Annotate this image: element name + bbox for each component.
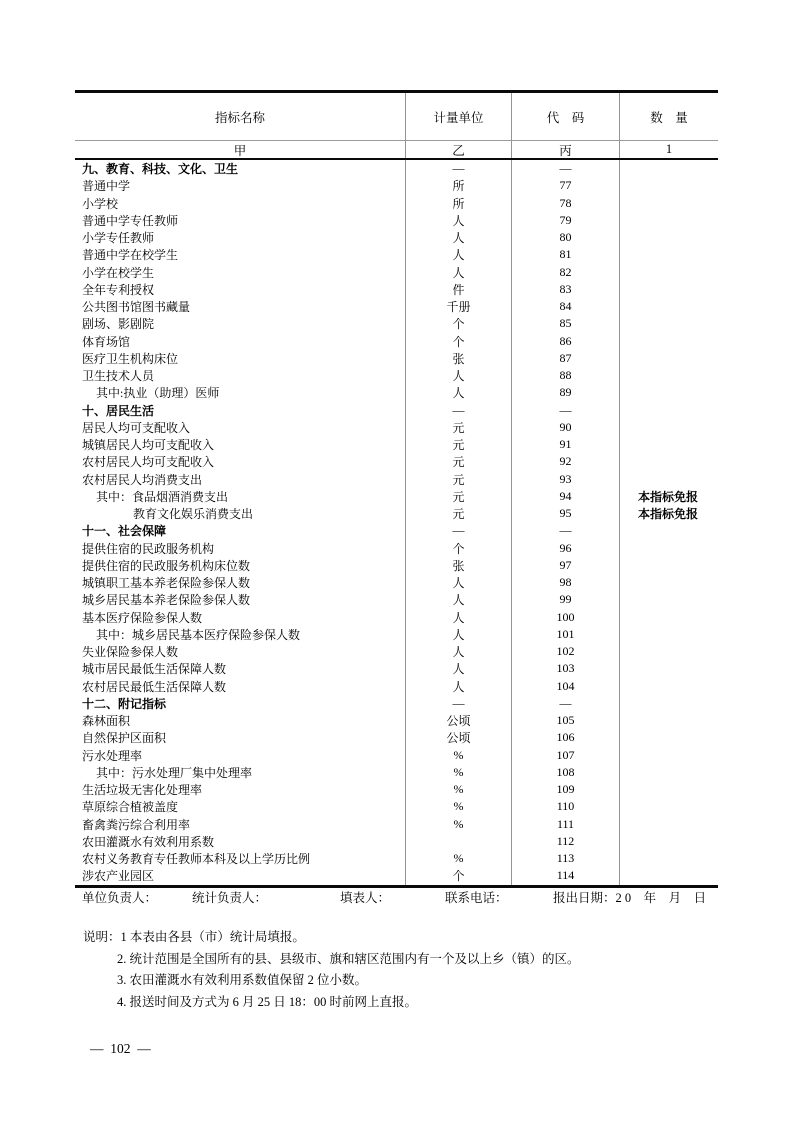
cell-qty [620,246,718,263]
phone-label: 联系电话： [445,891,508,905]
cell-code: 85 [512,315,620,332]
table-row [75,212,718,229]
cell-code: — [512,160,620,177]
cell-qty [620,367,718,384]
cell-code: 105 [512,712,620,729]
cell-qty [620,867,718,884]
cell-qty [620,402,718,419]
cell-name: 普通中学在校学生 [75,246,406,263]
table-body [75,160,718,885]
table-row [75,712,718,729]
header-code: 代 码 [512,93,620,140]
cell-name: 小学在校学生 [75,264,406,281]
table-row [75,350,718,367]
cell-unit [406,833,512,850]
cell-qty [620,850,718,867]
cell-qty [620,609,718,626]
cell-unit: % [406,798,512,815]
cell-unit: 人 [406,626,512,643]
cell-name: 失业保险参保人数 [75,643,406,660]
cell-unit: — [406,160,512,177]
table-row [75,488,718,505]
cell-qty [620,591,718,608]
cell-unit: 件 [406,281,512,298]
cell-name: 其中：城乡居民基本医疗保险参保人数 [75,626,406,643]
cell-name: 公共图书馆图书藏量 [75,298,406,315]
cell-name: 自然保护区面积 [75,729,406,746]
cell-code: 90 [512,419,620,436]
cell-qty: 本指标免报 [638,489,699,504]
table-row [75,384,718,401]
cell-qty [620,177,718,194]
cell-name: 提供住宿的民政服务机构 [75,540,406,557]
cell-name: 草原综合植被盖度 [75,798,406,815]
cell-code: 92 [512,453,620,470]
table-row [75,436,718,453]
table-row [75,867,718,884]
table-row [75,729,718,746]
cell-code: 97 [512,557,620,574]
cell-code: 78 [512,195,620,212]
cell-unit: 元 [406,471,512,488]
cell-name: 小学校 [75,195,406,212]
cell-code: 104 [512,678,620,695]
signature-line [75,888,793,906]
statistics-table [75,90,718,888]
cell-name: 提供住宿的民政服务机构床位数 [75,557,406,574]
cell-name: 居民人均可支配收入 [75,419,406,436]
cell-name: 污水处理率 [75,747,406,764]
cell-unit: — [406,695,512,712]
cell-qty [620,522,718,539]
cell-name: 城乡居民基本养老保险参保人数 [75,591,406,608]
cell-name: 十一、社会保障 [75,522,406,539]
cell-name: 城市居民最低生活保障人数 [75,660,406,677]
cell-unit: 人 [406,643,512,660]
cell-code: 80 [512,229,620,246]
table-row [75,453,718,470]
table-row [75,177,718,194]
cell-unit: 人 [406,678,512,695]
cell-name: 城镇居民人均可支配收入 [75,436,406,453]
cell-code: 87 [512,350,620,367]
cell-qty [620,798,718,815]
cell-code: 112 [512,833,620,850]
cell-code: 79 [512,212,620,229]
cell-name: 医疗卫生机构床位 [75,350,406,367]
cell-unit: 元 [406,453,512,470]
cell-unit: 元 [406,488,512,505]
cell-unit: 元 [406,505,512,522]
cell-qty [620,833,718,850]
cell-unit: 人 [406,367,512,384]
cell-unit: % [406,781,512,798]
cell-qty [620,229,718,246]
table-row [75,695,718,712]
cell-name: 基本医疗保险参保人数 [75,609,406,626]
subheader-yi: 乙 [406,141,512,158]
cell-qty [620,384,718,401]
subheader-bing: 丙 [512,141,620,158]
subheader-1: 1 [665,142,673,156]
cell-name: 生活垃圾无害化处理率 [75,781,406,798]
cell-code: 110 [512,798,620,815]
cell-qty [620,436,718,453]
cell-name: 全年专利授权 [75,281,406,298]
cell-unit: 个 [406,867,512,884]
table-row [75,557,718,574]
note-item-2: 2. 统计范围是全国所有的县、县级市、旗和辖区范围内有一个及以上乡（镇）的区。 [117,951,580,966]
cell-unit: 所 [406,177,512,194]
cell-unit: 个 [406,540,512,557]
table-row [75,540,718,557]
table-row [75,419,718,436]
cell-name: 其中：污水处理厂集中处理率 [75,764,406,781]
cell-unit: 公顷 [406,729,512,746]
cell-unit: 人 [406,246,512,263]
cell-qty [620,350,718,367]
table-row [75,764,718,781]
cell-qty [620,315,718,332]
note-item-3: 3. 农田灌溉水有效利用系数值保留 2 位小数。 [117,973,368,987]
preparer-label: 填表人： [340,891,391,905]
cell-name: 卫生技术人员 [75,367,406,384]
cell-name: 农村居民人均消费支出 [75,471,406,488]
cell-name: 城镇职工基本养老保险参保人数 [75,574,406,591]
cell-code: — [512,402,620,419]
cell-name: 普通中学专任教师 [75,212,406,229]
table-row [75,747,718,764]
table-row [75,643,718,660]
cell-code: 81 [512,246,620,263]
note-line-1 [83,927,580,949]
cell-qty [620,540,718,557]
header-unit: 计量单位 [406,93,512,140]
cell-qty [620,660,718,677]
cell-qty [620,212,718,229]
table-row [75,333,718,350]
cell-code: 94 [512,488,620,505]
subheader-jia: 甲 [75,141,406,158]
cell-code: 114 [512,867,620,884]
table-row [75,626,718,643]
cell-name: 农田灌溉水有效利用系数 [75,833,406,850]
table-row [75,798,718,815]
table-row [75,195,718,212]
table-row [75,402,718,419]
table-header-row [75,93,718,140]
notes-label: 说明： [83,930,121,944]
cell-qty [620,626,718,643]
cell-name: 其中:执业（助理）医师 [75,384,406,401]
page-number: — 102 — [90,1041,151,1056]
cell-name: 九、教育、科技、文化、卫生 [75,160,406,177]
cell-unit: 张 [406,350,512,367]
cell-code: 91 [512,436,620,453]
cell-qty [620,453,718,470]
table-row [75,660,718,677]
cell-name: 小学专任教师 [75,229,406,246]
notes-block [83,927,580,1013]
table-row [75,850,718,867]
cell-qty [620,643,718,660]
cell-unit: 张 [406,557,512,574]
cell-qty [620,160,718,177]
cell-name: 其中：食品烟酒消费支出 [75,488,406,505]
cell-code: 99 [512,591,620,608]
cell-name: 农村居民最低生活保障人数 [75,678,406,695]
cell-unit: 公顷 [406,712,512,729]
cell-name: 森林面积 [75,712,406,729]
table-row [75,367,718,384]
table-row [75,781,718,798]
table-row [75,281,718,298]
cell-unit: % [406,816,512,833]
table-row [75,160,718,177]
report-date-label: 报出日期：2 0 年 月 日 [553,891,707,905]
cell-unit: % [406,850,512,867]
cell-code: — [512,522,620,539]
cell-code: 107 [512,747,620,764]
cell-code: 88 [512,367,620,384]
cell-code: 109 [512,781,620,798]
cell-unit: 元 [406,419,512,436]
cell-code: 108 [512,764,620,781]
cell-code: 96 [512,540,620,557]
table-row [75,315,718,332]
cell-qty [620,298,718,315]
stats-head-label: 统计负责人： [192,891,268,905]
table-subheader-row [75,140,718,160]
cell-unit: 个 [406,315,512,332]
cell-unit: 人 [406,591,512,608]
header-indicator-name: 指标名称 [75,93,406,140]
cell-qty [620,264,718,281]
table-row [75,471,718,488]
table-row [75,816,718,833]
cell-unit: 人 [406,212,512,229]
table-row [75,505,718,522]
cell-unit: — [406,522,512,539]
cell-name: 十、居民生活 [75,402,406,419]
cell-unit: 千册 [406,298,512,315]
table-row [75,591,718,608]
cell-code: 89 [512,384,620,401]
table-row [75,522,718,539]
cell-name: 剧场、影剧院 [75,315,406,332]
cell-unit: 人 [406,264,512,281]
cell-unit: 元 [406,436,512,453]
cell-qty [620,471,718,488]
cell-code: 86 [512,333,620,350]
cell-unit: 个 [406,333,512,350]
table-row [75,833,718,850]
cell-name: 教育文化娱乐消费支出 [75,505,406,522]
cell-qty [620,333,718,350]
cell-qty [620,712,718,729]
cell-name: 体育场馆 [75,333,406,350]
cell-code: — [512,695,620,712]
cell-code: 101 [512,626,620,643]
note-item-1: 1 本表由各县（市）统计局填报。 [120,930,305,944]
table-row [75,298,718,315]
cell-qty [620,678,718,695]
table-row [75,229,718,246]
cell-code: 106 [512,729,620,746]
cell-code: 98 [512,574,620,591]
table-row [75,609,718,626]
cell-unit: % [406,747,512,764]
cell-code: 82 [512,264,620,281]
cell-code: 84 [512,298,620,315]
cell-unit: 人 [406,660,512,677]
cell-qty [620,195,718,212]
cell-qty [620,281,718,298]
cell-name: 普通中学 [75,177,406,194]
unit-head-label: 单位负责人： [82,891,158,905]
cell-qty [620,729,718,746]
cell-qty [620,781,718,798]
cell-code: 93 [512,471,620,488]
cell-name: 农村居民人均可支配收入 [75,453,406,470]
table-row [75,246,718,263]
cell-name: 十二、附记指标 [75,695,406,712]
cell-qty: 本指标免报 [638,507,699,522]
cell-code: 95 [512,505,620,522]
cell-qty [620,816,718,833]
cell-unit: 人 [406,609,512,626]
cell-code: 102 [512,643,620,660]
cell-qty [620,764,718,781]
cell-qty [620,574,718,591]
cell-unit: 人 [406,229,512,246]
cell-code: 113 [512,850,620,867]
table-row [75,678,718,695]
cell-name: 农村义务教育专任教师本科及以上学历比例 [75,850,406,867]
cell-code: 100 [512,609,620,626]
cell-unit: 人 [406,384,512,401]
cell-name: 涉农产业园区 [75,867,406,884]
cell-unit: 人 [406,574,512,591]
cell-code: 111 [512,816,620,833]
table-row [75,264,718,281]
cell-qty [620,419,718,436]
cell-code: 103 [512,660,620,677]
cell-code: 77 [512,177,620,194]
cell-qty [620,747,718,764]
header-quantity: 数 量 [650,110,688,125]
cell-unit: — [406,402,512,419]
cell-code: 83 [512,281,620,298]
cell-unit: 所 [406,195,512,212]
table-row [75,574,718,591]
cell-qty [620,557,718,574]
note-item-4: 4. 报送时间及方式为 6 月 25 日 18：00 时前网上直报。 [117,994,418,1009]
cell-name: 畜禽粪污综合利用率 [75,816,406,833]
cell-qty [620,695,718,712]
cell-unit: % [406,764,512,781]
